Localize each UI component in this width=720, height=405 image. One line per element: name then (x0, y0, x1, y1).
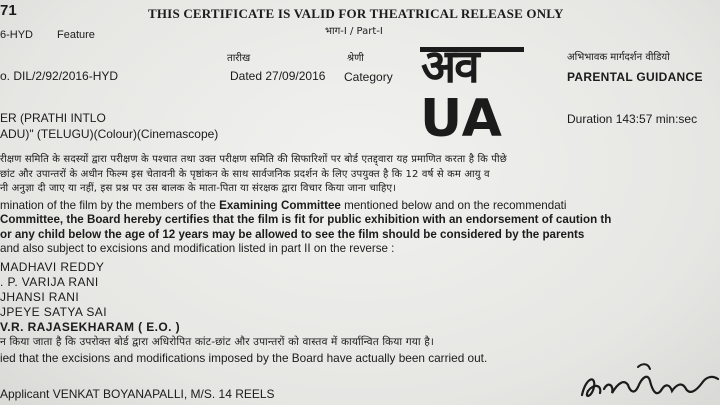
hindi-paragraph-line: रीक्षण समिति के सदस्यों द्वारा परीक्षण के पश्चात तथा उक्त परीक्षण समिति की सिफारिशों पर बोर्ड एतद्द्वारा यह प्रमाणित करता है कि पीछे (0, 154, 507, 165)
category-label-hindi: श्रेणी (347, 53, 364, 64)
part-label: भाग-I / Part-I (325, 26, 383, 37)
guidance-label-hindi: अभिभावक मार्गदर्शन वीडियो (567, 52, 670, 63)
examining-committee-emphasis: Examining Committee (219, 199, 341, 212)
hindi-paragraph-line: छांट और उपान्तरों के अधीन फिल्म इस चेतावनी के पृष्ठांकन के साथ सार्वजनिक प्रदर्शन के लिए उपयुक्त है कि 12 वर्ष से कम आयु व (0, 169, 490, 180)
rating-hindi: अव (421, 39, 478, 93)
validity-notice: THIS CERTIFICATE IS VALID FOR THEATRICAL RELEASE ONLY (148, 6, 564, 21)
film-duration: Duration 143:57 min:sec (567, 112, 698, 126)
certification-english: ied that the excisions and modifications imposed by the Board have actually been carried out. (0, 351, 488, 365)
committee-member: MADHAVI REDDY (0, 260, 105, 274)
date-label-hindi: तारीख (227, 53, 251, 64)
file-number: o. DIL/2/92/2016-HYD (0, 69, 119, 83)
certificate-number: 71 (0, 2, 17, 19)
hindi-paragraph-line: नी अनुज्ञा दी जाए या नहीं, इस प्रश्न पर उस बालक के माता-पिता या संरक्षक द्वारा विचार किया जाना चाहिए। (0, 183, 397, 194)
signature (578, 355, 720, 405)
certification-hindi: न किया जाता है कि उपरोक्त बोर्ड द्वारा अधिरोपित कांट-छांट और उपान्तरों को वास्तव में कार्यान्वित किया गया है। (0, 336, 435, 348)
date: Dated 27/09/2016 (230, 69, 326, 83)
parental-guidance: PARENTAL GUIDANCE (567, 70, 703, 84)
producer-name: ER (PRATHI INTLO (0, 111, 106, 125)
committee-member: . P. VARIJA RANI (0, 275, 99, 289)
english-paragraph-line: or any child below the age of 12 years may be allowed to see the film should be considered by the parents (0, 228, 585, 241)
english-paragraph-line-1 (0, 200, 566, 212)
committee-member: JHANSI RANI (0, 290, 80, 304)
english-line-text: mination of the film by the members of the Examining Committee mentioned below and on the recommendati (0, 199, 567, 212)
committee-member-eo: V.R. RAJASEKHARAM ( E.O. ) (0, 320, 180, 334)
rating-ua: UA (420, 89, 503, 149)
applicant: Applicant VENKAT BOYANAPALLI, M/S. 14 REELS (0, 387, 275, 401)
category-label: Category (344, 70, 393, 84)
english-paragraph-line: and also subject to excisions and modification listed in part II on the reverse : (0, 242, 395, 255)
certificate-id: 6-HYD (0, 29, 34, 41)
english-paragraph-line: Committee, the Board hereby certifies that the film is fit for public exhibition with an endorsement of caution th (0, 213, 612, 226)
certificate-type: Feature (57, 29, 95, 41)
film-title: ADU)" (TELUGU)(Colour)(Cinemascope) (0, 127, 219, 141)
committee-member: JPEYE SATYA SAI (0, 305, 107, 319)
